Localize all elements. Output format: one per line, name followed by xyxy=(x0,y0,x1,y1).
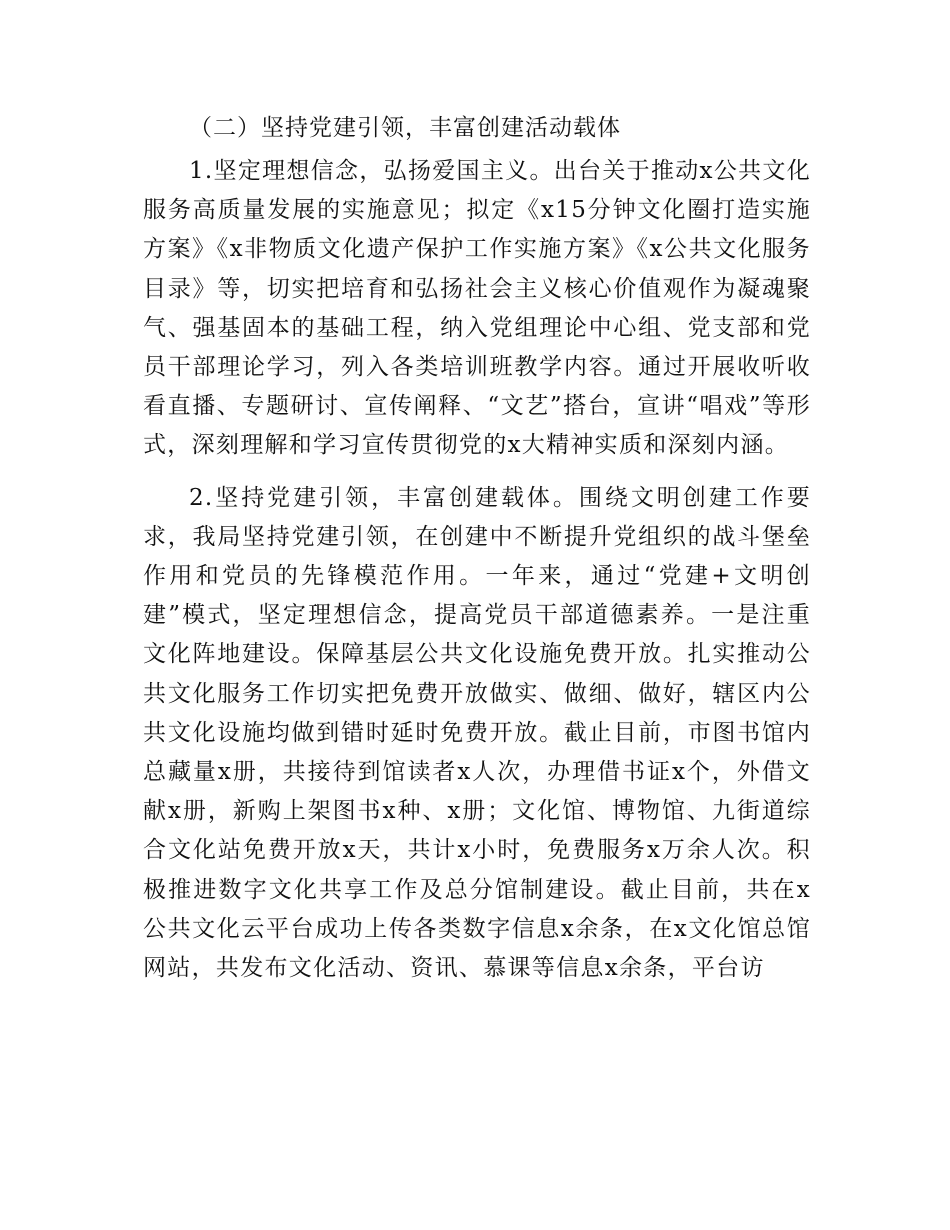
document-page xyxy=(143,108,811,988)
section-heading: （二）坚持党建引领，丰富创建活动载体 xyxy=(189,115,621,141)
paragraph-1: 1.坚定理想信念，弘扬爱国主义。出台关于推动x公共文化服务高质量发展的实施意见；拟定《x15分钟文化圈打造实施方案》《x非物质文化遗产保护工作实施方案》《x公共文化服务目录》等，切实把培育和弘扬社会主义核心价值观作为凝魂聚气、强基固本的基础工程，纳入党组理论中心组、党支部和党员干部理论学习，列入各类培训班教学内容。通过开展收听收看直播、专题研讨、宣传阐释、“文艺”搭台，宣讲“唱戏”等形式，深刻理解和学习宣传贯彻党的x大精神实质和深刻内涵。 xyxy=(143,158,812,459)
paragraph-2: 2.坚持党建引领，丰富创建载体。围绕文明创建工作要求，我局坚持党建引领，在创建中不断提升党组织的战斗堡垒作用和党员的先锋模范作用。一年来，通过“党建+文明创建”模式，坚定理想信念，提高党员干部道德素养。一是注重文化阵地建设。保障基层公共文化设施免费开放。扎实推动公共文化服务工作切实把免费开放做实、做细、做好，辖区内公共文化设施均做到错时延时免费开放。截止目前，市图书馆内总藏量x册，共接待到馆读者x人次，办理借书证x个，外借文献x册，新购上架图书x种、x册；文化馆、博物馆、九街道综合文化站免费开放x天，共计x小时，免费服务x万余人次。积极推进数字文化共享工作及总分馆制建设。截止目前，共在x公共文化云平台成功上传各类数字信息x余条，在x文化馆总馆网站，共发布文化活动、资讯、慕课等信息x余条，平台访 xyxy=(143,484,811,982)
